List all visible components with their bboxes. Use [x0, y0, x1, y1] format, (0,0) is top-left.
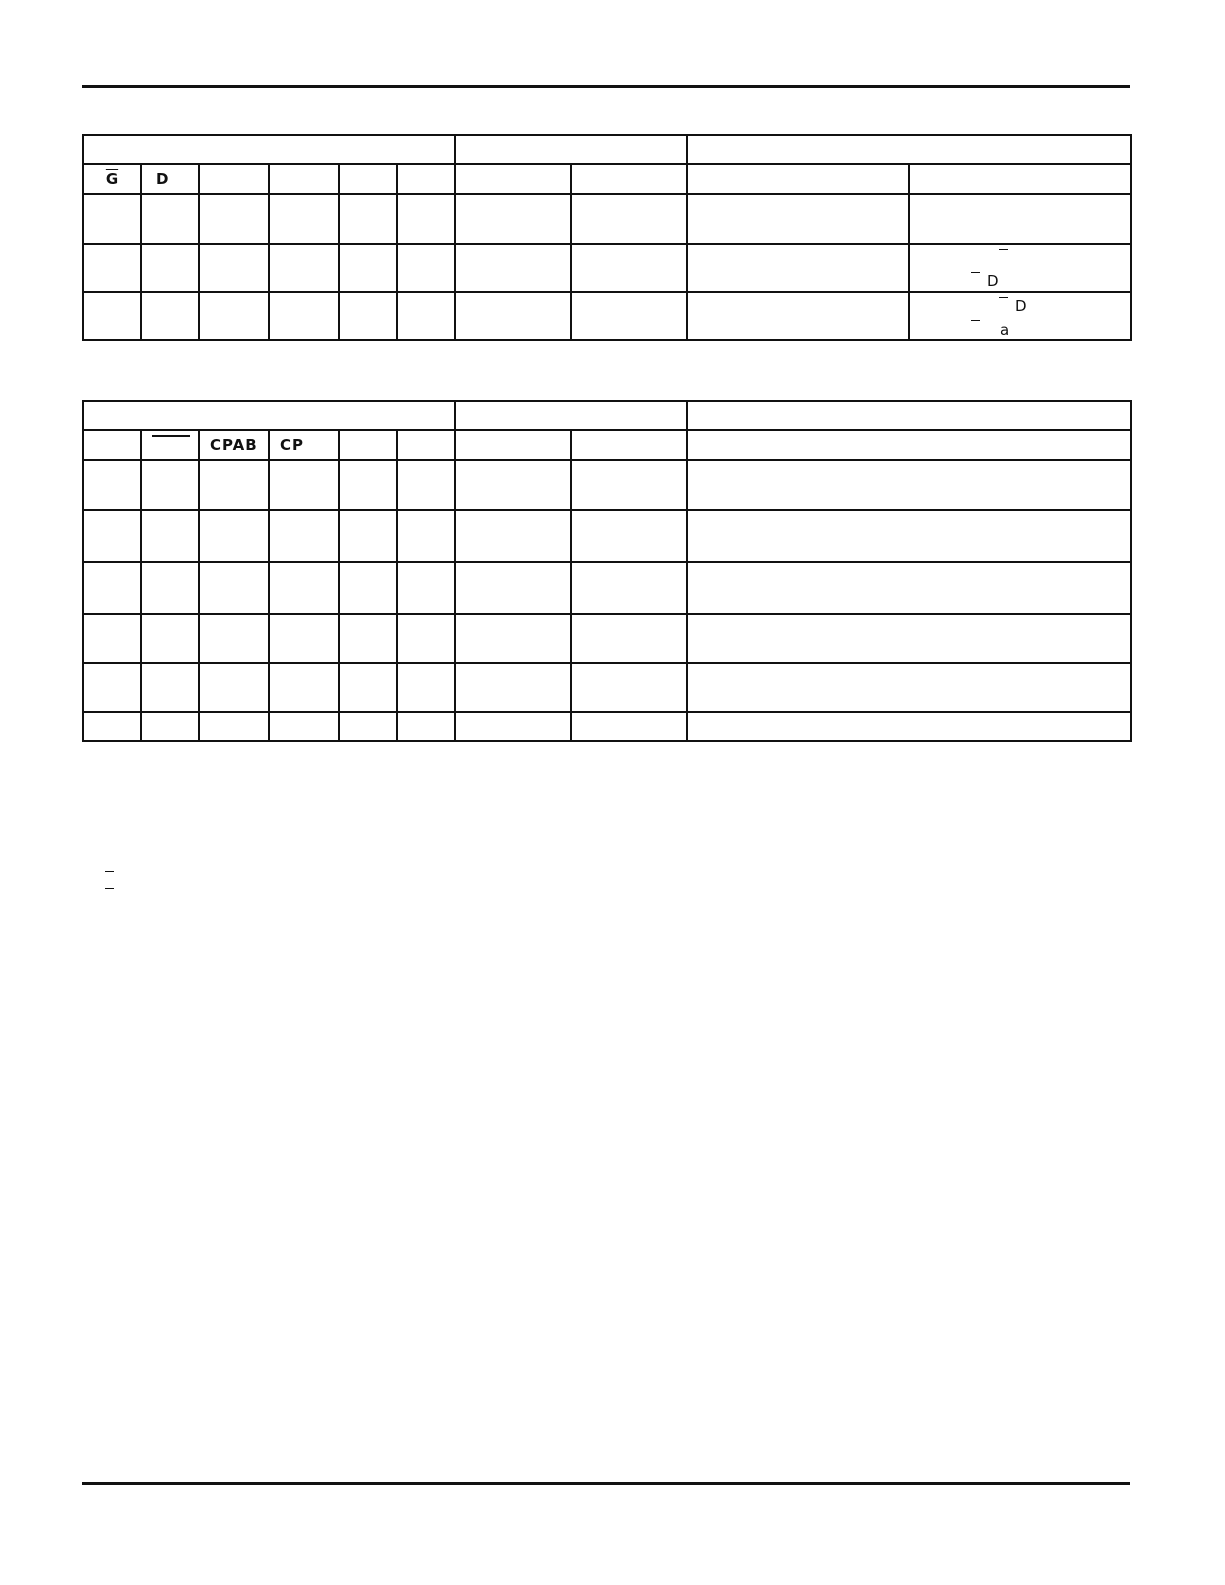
table2-col-9 [687, 430, 1131, 460]
table2-operation-group [687, 401, 1131, 430]
table2-col-1 [83, 430, 141, 460]
g-bar-label: $\overline{G}$ [105, 170, 119, 188]
overbar-mark [105, 871, 114, 872]
function-table-1 [82, 134, 1132, 341]
table-row [83, 562, 1131, 614]
table1-col-7 [455, 164, 571, 194]
bottom-rule [82, 1482, 1130, 1485]
table-row [83, 510, 1131, 562]
table1-col-3 [199, 164, 269, 194]
overbar-mark [971, 272, 980, 273]
overbar-mark [105, 888, 114, 889]
table-row [83, 244, 1131, 292]
table1-inputs-group [83, 135, 455, 164]
d-glyph: D [1015, 297, 1027, 315]
table2-col-cpab [199, 430, 269, 460]
overbar-mark [971, 320, 980, 321]
table1-group-header-row [83, 135, 1131, 164]
d-glyph: D [987, 272, 999, 290]
top-rule [82, 85, 1130, 88]
table-row [83, 460, 1131, 510]
table-row [83, 712, 1131, 741]
table1-col-5 [339, 164, 397, 194]
table1-col-g-bar [83, 164, 141, 194]
table1-operation-group [687, 135, 1131, 164]
table2-col-8 [571, 430, 687, 460]
table2-col-5 [339, 430, 397, 460]
table2-inputs-group [83, 401, 455, 430]
table-row [83, 292, 1131, 340]
table-row [83, 194, 1131, 244]
table1-col-4 [269, 164, 339, 194]
table-row [83, 614, 1131, 663]
table1-col-6 [397, 164, 455, 194]
cpab-label: CPAB [210, 436, 258, 454]
table1-outputs-group [455, 135, 687, 164]
table-row [83, 663, 1131, 712]
table1-column-header-row [83, 164, 1131, 194]
table2-col-2 [141, 430, 199, 460]
function-table-2 [82, 400, 1132, 742]
table1-col-10 [909, 164, 1131, 194]
table2-col-cp [269, 430, 339, 460]
table1-row3-operation-cell [909, 292, 1131, 340]
table1-col-9 [687, 164, 909, 194]
overbar-mark [152, 435, 190, 437]
table2-col-6 [397, 430, 455, 460]
table1-row2-operation-cell [909, 244, 1131, 292]
overbar-mark [999, 249, 1008, 250]
table1-col-8 [571, 164, 687, 194]
table2-group-header-row [83, 401, 1131, 430]
table1-col-d [141, 164, 199, 194]
a-glyph: a [1000, 321, 1010, 339]
table2-outputs-group [455, 401, 687, 430]
table2-col-7 [455, 430, 571, 460]
overbar-mark [999, 297, 1008, 298]
cp-label: CP [280, 436, 305, 454]
table2-column-header-row [83, 430, 1131, 460]
d-label: D [156, 170, 170, 188]
